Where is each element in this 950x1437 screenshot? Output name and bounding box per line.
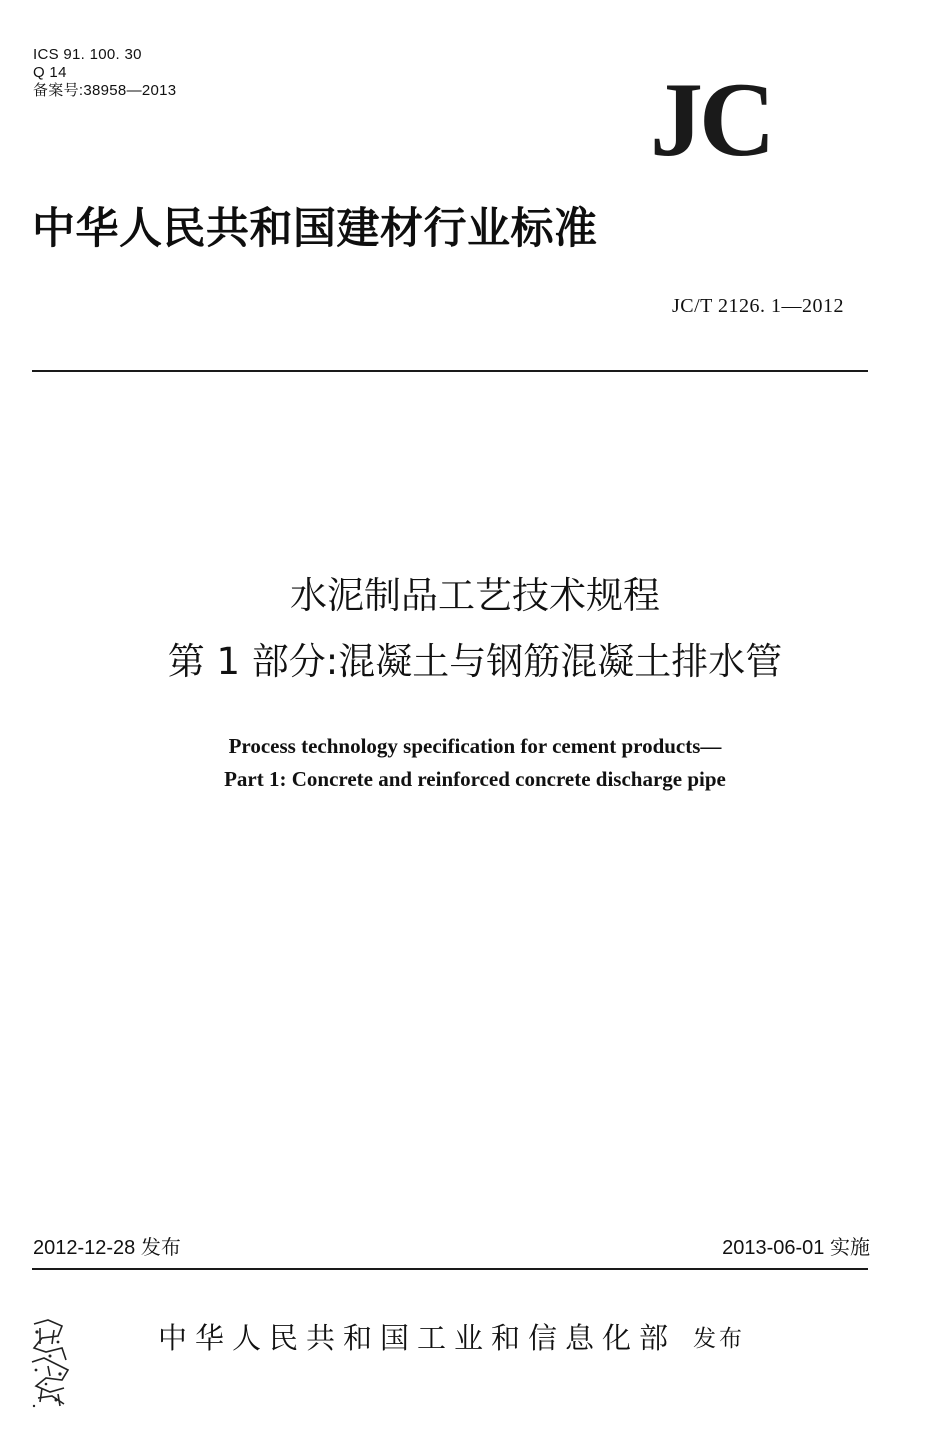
ccs-code: Q 14 [33, 64, 67, 81]
ics-code: ICS 91. 100. 30 [33, 46, 142, 63]
header-divider [32, 370, 868, 372]
jc-logo: JC [650, 61, 772, 178]
publisher-name: 中华人民共和国工业和信息化部 [158, 1321, 677, 1355]
standard-title: 中华人民共和国建材行业标准 [32, 204, 598, 254]
implementation-date: 2013-06-01 实施 [722, 1237, 870, 1259]
issue-date: 2012-12-28 发布 [33, 1237, 181, 1259]
record-number: 备案号:38958—2013 [33, 82, 177, 99]
document-title-en-line1: Process technology specification for cement products— [228, 734, 722, 758]
footer-divider [32, 1268, 868, 1270]
publish-label: 发布 [693, 1326, 745, 1352]
seal-stamp-icon [28, 1318, 72, 1410]
document-title-cn-line2: 第 1 部分:混凝土与钢筋混凝土排水管 [167, 640, 783, 683]
document-title-cn-line1: 水泥制品工艺技术规程 [290, 574, 660, 617]
document-title-en-line2: Part 1: Concrete and reinforced concrete discharge pipe [224, 767, 726, 791]
standard-code: JC/T 2126. 1—2012 [671, 295, 844, 317]
